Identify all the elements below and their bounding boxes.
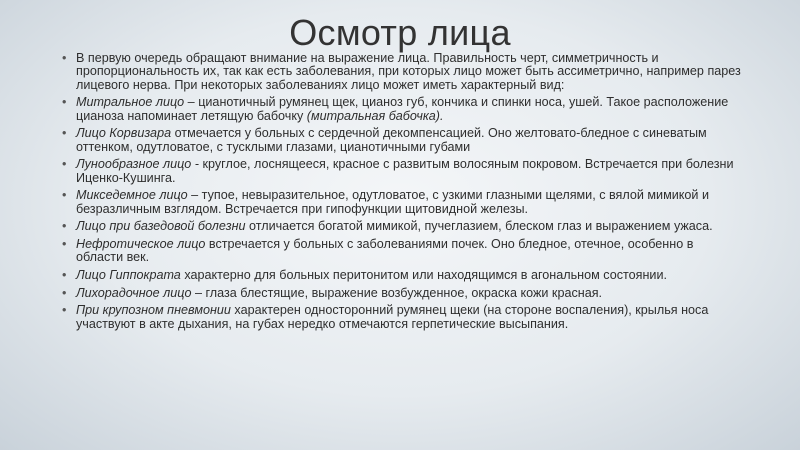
- term-hippocrates-face: Лицо Гиппократа: [76, 268, 181, 282]
- desc-febrile-face: – глаза блестящие, выражение возбужденное, окраска кожи красная.: [191, 285, 603, 300]
- desc-nephrotic-face: встречается у больных с заболеваниями почек. Оно бледное, отечное, особенно в области век.: [76, 237, 694, 265]
- bullet-myxedema-face: [62, 189, 742, 216]
- bullet-list: [62, 52, 742, 335]
- bullet-mitral-face: [62, 96, 742, 123]
- term-febrile-face: Лихорадочное лицо: [76, 285, 192, 300]
- bullet-intro: [62, 52, 742, 92]
- desc-myxedema-face: – тупое, невыразительное, одутловатое, с узкими глазными щелями, с вялой мимикой и безразличным взглядом. Встречается при гипофункции щитовидной железы.: [76, 188, 710, 216]
- intro-text: В первую очередь обращают внимание на выражение лица. Правильность черт, симметричность и пропорциональность их, так как есть заболевания, при которых лицо может быть ассиметрично, например парез лицевого нерва. При некоторых заболеваниях лицо может иметь характерный вид:: [76, 51, 741, 92]
- term-moon-face: Лунообразное лицо -: [76, 157, 199, 172]
- bullet-moon-face: [62, 158, 742, 185]
- bullet-hippocrates-face: [62, 269, 742, 282]
- bullet-corvisart-face: [62, 127, 742, 154]
- term-mitral-butterfly: (митральная бабочка).: [306, 108, 444, 123]
- bullet-basedow-face: [62, 220, 742, 233]
- term-mitral-face: Митральное лицо: [76, 95, 185, 110]
- desc-moon-face: круглое, лоснящееся, красное с развитым волосяным покровом. Встречается при болезни Иценко-Кушинга.: [76, 157, 734, 185]
- term-pneumonia-face: При крупозном пневмонии: [76, 303, 231, 318]
- bullet-febrile-face: [62, 287, 742, 300]
- desc-hippocrates-face: характерно для больных перитонитом или находящимся в агональном состоянии.: [180, 268, 667, 282]
- desc-basedow-face: отличается богатой мимикой, пучеглазием, блеском глаз и выражением ужаса.: [245, 219, 713, 234]
- desc-pneumonia-face: характерен односторонний румянец щеки (на стороне воспаления), крылья носа участвуют в акте дыхания, на губах нередко отмечаются герпетические высыпания.: [76, 303, 709, 331]
- term-nephrotic-face: Нефротическое лицо: [76, 237, 206, 251]
- desc-corvisart-face: отмечается у больных с сердечной декомпенсацией. Оно желтовато-бледное с синеватым оттенком, одутловатое, с тусклыми глазами, цианотичными губами: [76, 126, 707, 154]
- term-basedow-face: Лицо при базедовой болезни: [76, 219, 246, 234]
- term-corvisart-face: Лицо Корвизара: [76, 126, 172, 141]
- slide-title: Осмотр лица: [289, 12, 511, 53]
- bullet-nephrotic-face: [62, 238, 742, 265]
- term-myxedema-face: Микседемное лицо: [76, 188, 188, 203]
- bullet-pneumonia-face: [62, 304, 742, 331]
- desc-mitral-face: – цианотичный румянец щек, цианоз губ, кончика и спинки носа, ушей. Такое расположение цианоза напоминает летящую бабочку: [76, 95, 729, 123]
